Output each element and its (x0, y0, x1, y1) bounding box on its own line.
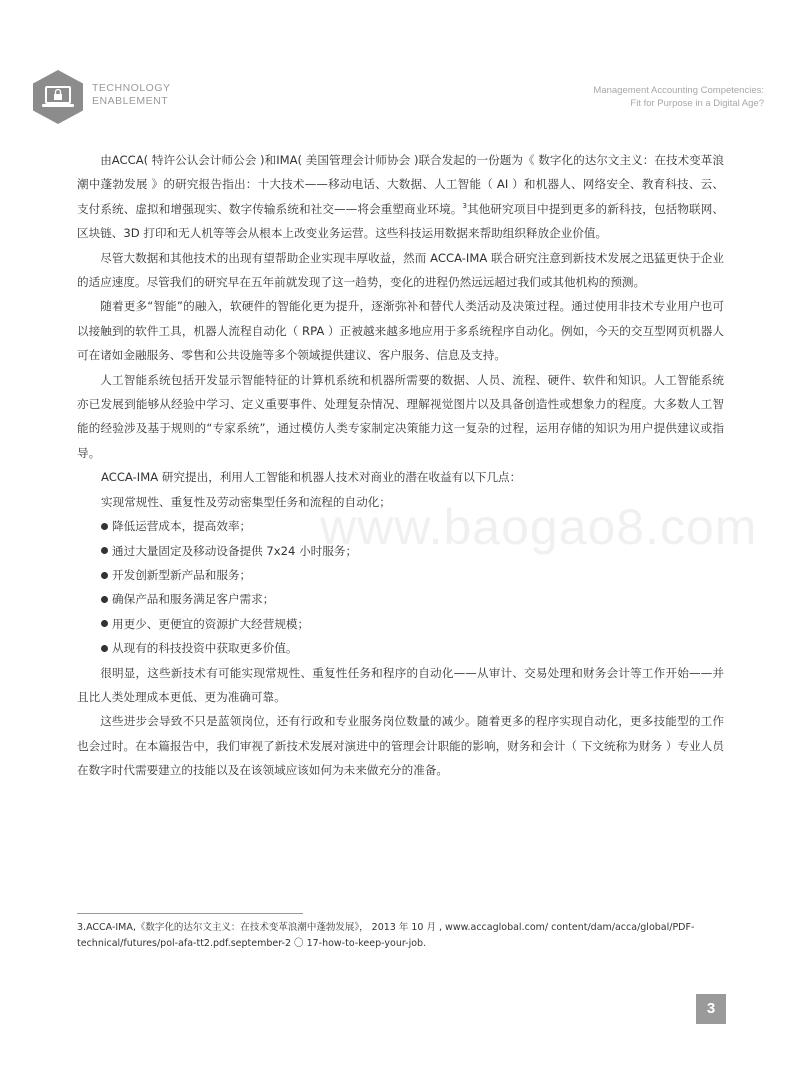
paragraph-4: 人工智能系统包括开发显示智能特征的计算机系统和机器所需要的数据、人员、流程、硬件、软件和知识。人工智能系统亦已发展到能够从经验中学习、定义重要事件、处理复杂情况、理解视觉图片以及具备创造性或想象力的程度。大多数人工智能的经验涉及基于规则的“专家系统”，通过模仿人类专家制定决策能力这一复杂的过程，运用存储的知识为用户提供建议或指导。 (77, 372, 724, 460)
running-header-line1: Management Accounting Competencies: (593, 85, 764, 96)
bullet-icon (101, 572, 108, 579)
bullet-icon (101, 523, 108, 530)
footnote: 3.ACCA-IMA,《数字化的达尔文主义：在技术变革浪潮中蓬勃发展》， 2013 年 10 月 , www.accaglobal.com/ content/dam/acca/global/PDF-technical/futures/pol-afa-tt2.pdf.september-2 〇 17-how-to-keep-your-job. (77, 922, 695, 949)
section-hexagon-badge (33, 70, 83, 124)
paragraph-3: 随着更多“智能”的融入，软硬件的智能化更为提升，逐渐弥补和替代人类活动及决策过程。通过使用非技术专业用户也可以接触到的软件工具，机器人流程自动化（ RPA ）正被越来越多地应用于多系统程序自动化。例如，今天的交互型网页机器人可在诸如金融服务、零售和公共设施等多个领域提供建议、客户服务、信息及支持。 (77, 299, 724, 363)
list-item-text: 降低运营成本，提高效率； (112, 519, 252, 534)
list-item-text: 用更少、更便宜的资源扩大经营规模； (112, 616, 310, 631)
laptop-lock-icon (33, 70, 83, 124)
running-header-title (593, 84, 764, 110)
page-number-badge: 3 (696, 994, 726, 1024)
list-item-text: 从现有的科技投资中获取更多价值。 (112, 641, 298, 656)
bullet-icon (101, 596, 108, 603)
paragraph-1-text: 由ACCA( 特许公认会计师公会 )和IMA( 美国管理会计师协会 )联合发起的一份题为《 数字化的达尔文主义：在技术变革浪潮中蓬勃发展 》的研究报告指出：十大技术——移动电话、大数据、人工智能（ AI ）和机器人、网络安全、教育科技、云、支付系统、虚拟和增强现实、数字传输系统和社交——将会重塑商业环境。 (77, 153, 724, 216)
footnote-ref: 3 (462, 201, 467, 210)
paragraph-2: 尽管大数据和其他技术的出现有望帮助企业实现丰厚收益，然而 ACCA-IMA 联合研究注意到新技术发展之迅猛更快于企业的适应速度。尽管我们的研究早在五年前就发现了这一趋势，变化的进程仍然远远超过我们或其他机构的预测。 (77, 250, 724, 290)
footnote-divider (77, 913, 303, 914)
paragraph-7: 很明显，这些新技术有可能实现常规性、重复性任务和程序的自动化——从审计、交易处理和财务会计等工作开始——并且比人类处理成本更低、更为准确可靠。 (77, 665, 724, 704)
section-label-line1: TECHNOLOGY (92, 82, 171, 94)
list-item (101, 636, 724, 660)
list-item-text: 通过大量固定及移动设备提供 7x24 小时服务； (112, 543, 358, 558)
section-label (92, 82, 171, 108)
running-header-line2: Fit for Purpose in a Digital Age? (630, 98, 764, 109)
list-item-text: 开发创新型新产品和服务； (112, 567, 252, 582)
list-item (101, 563, 724, 587)
paragraph-8: 这些进步会导致不只是蓝领岗位，还有行政和专业服务岗位数量的减少。随着更多的程序实现自动化，更多技能型的工作也会过时。在本篇报告中，我们审视了新技术发展对演进中的管理会计职能的影响，财务和会计（ 下文统称为财务 ）专业人员在数字时代需要建立的技能以及在该领域应该如何为未来做充分的准备。 (77, 714, 724, 778)
list-item (101, 612, 724, 636)
paragraph-5: ACCA-IMA 研究提出，利用人工智能和机器人技术对商业的潜在收益有以下几点： (101, 470, 522, 485)
paragraph-6: 实现常规性、重复性及劳动密集型任务和流程的自动化； (101, 494, 391, 509)
bullet-icon (101, 645, 108, 652)
bullet-icon (101, 547, 108, 554)
paragraph-1 (77, 148, 724, 246)
list-item (101, 587, 724, 611)
bullet-icon (101, 620, 108, 627)
list-item-text: 确保产品和服务满足客户需求； (112, 592, 275, 607)
watermark: www.baogao8.com (320, 499, 758, 555)
body-text (77, 148, 724, 783)
section-label-line2: ENABLEMENT (92, 95, 169, 107)
paragraph-1-tail: 其他研究项目中提到更多的新科技，包括物联网、区块链、3D 打印和无人机等等会从根本上改变业务运营。这些科技运用数据来帮助组织释放企业价值。 (77, 201, 724, 241)
